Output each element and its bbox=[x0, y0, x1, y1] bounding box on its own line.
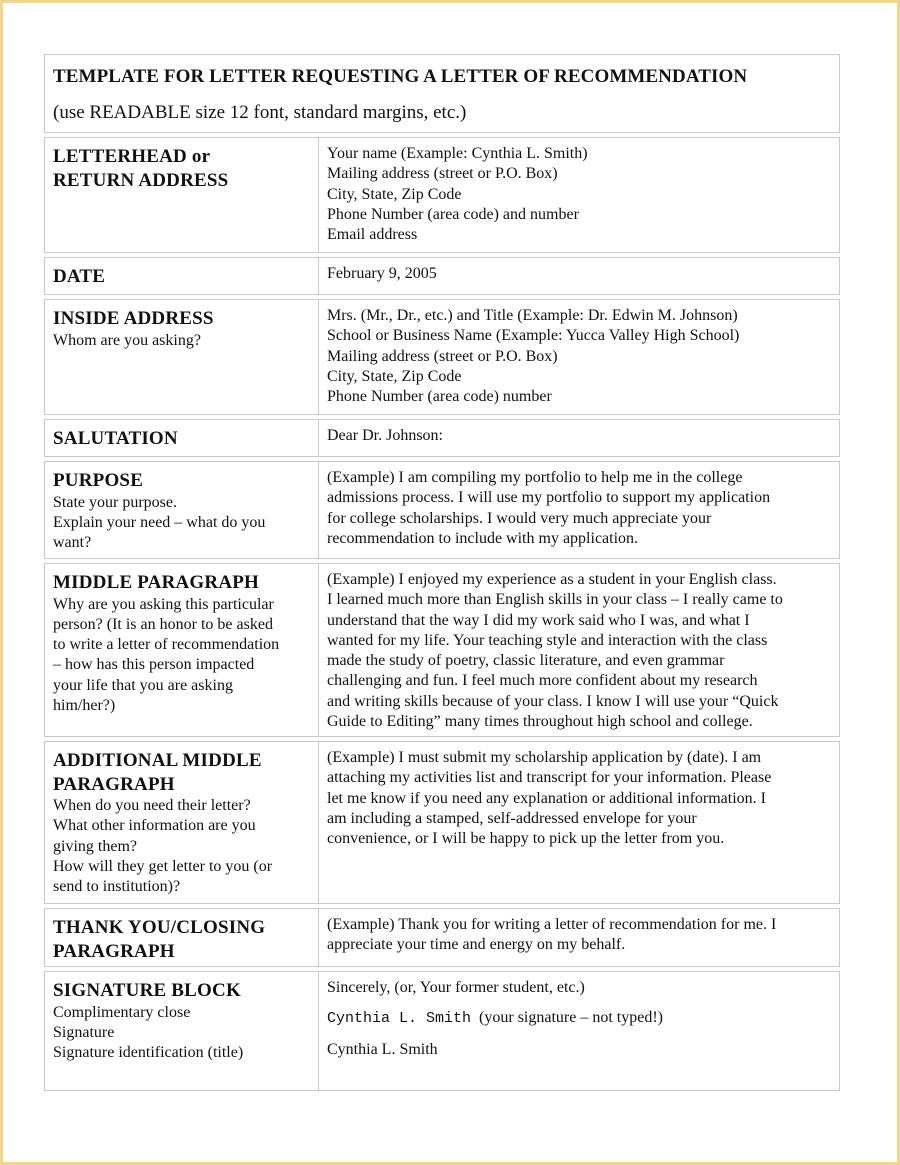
section-label-cell bbox=[45, 258, 319, 294]
section-content-line: City, State, Zip Code bbox=[327, 185, 462, 203]
section-content-line: February 9, 2005 bbox=[327, 265, 437, 282]
row-date bbox=[44, 257, 840, 295]
section-content-cell bbox=[319, 909, 839, 966]
section-content-line: and writing skills because of your class. I know I will use your “Quick bbox=[327, 692, 779, 710]
section-content-line: challenging and fun. I feel much more confident about my research bbox=[327, 672, 758, 690]
section-content-line: Guide to Editing” many times throughout high school and college. bbox=[327, 713, 753, 731]
section-description: Whom are you asking? bbox=[53, 331, 201, 349]
section-label-cell bbox=[45, 564, 319, 736]
document-title: TEMPLATE FOR LETTER REQUESTING A LETTER OF RECOMMENDATION bbox=[53, 66, 748, 87]
section-content-line: attaching my activities list and transcript for your information. Please bbox=[327, 769, 772, 787]
section-content-line: Phone Number (area code) and number bbox=[327, 205, 579, 223]
section-label-cell bbox=[45, 909, 319, 966]
section-label-cell bbox=[45, 462, 319, 558]
section-heading: PARAGRAPH bbox=[53, 773, 175, 795]
section-description: him/her?) bbox=[53, 696, 116, 714]
typed-name: Cynthia L. Smith bbox=[327, 1040, 438, 1058]
section-content-cell bbox=[319, 300, 839, 414]
section-content-cell bbox=[319, 742, 839, 903]
letter-template-document bbox=[44, 54, 840, 1095]
section-content-cell bbox=[319, 258, 839, 294]
section-content-cell bbox=[319, 462, 839, 558]
section-heading: ADDITIONAL MIDDLE bbox=[53, 750, 262, 771]
section-content-line: Dear Dr. Johnson: bbox=[327, 427, 443, 444]
row-inside-address bbox=[44, 299, 840, 415]
section-content-line: (Example) I am compiling my portfolio to help me in the college bbox=[327, 469, 743, 486]
section-content-line: Your name (Example: Cynthia L. Smith) bbox=[327, 145, 588, 162]
section-description: How will they get letter to you (or bbox=[53, 857, 273, 875]
section-content-cell bbox=[319, 972, 839, 1090]
section-description: send to institution)? bbox=[53, 878, 181, 896]
signature-note: (your signature – not typed!) bbox=[479, 1009, 663, 1027]
section-description: want? bbox=[53, 534, 92, 552]
section-description: Explain your need – what do you bbox=[53, 513, 266, 531]
section-content-line: Phone Number (area code) number bbox=[327, 388, 552, 406]
section-description: giving them? bbox=[53, 837, 137, 855]
section-content-line: for college scholarships. I would very much appreciate your bbox=[327, 509, 712, 527]
section-content-line: am including a stamped, self-addressed envelope for your bbox=[327, 809, 697, 827]
section-content-cell bbox=[319, 138, 839, 252]
section-heading: PURPOSE bbox=[53, 470, 144, 491]
section-heading: PARAGRAPH bbox=[53, 940, 175, 962]
row-additional-middle bbox=[44, 741, 840, 904]
row-middle-paragraph bbox=[44, 563, 840, 737]
section-content-line: I learned much more than English skills in your class – I really came to bbox=[327, 591, 783, 609]
document-subtitle: (use READABLE size 12 font, standard margins, etc.) bbox=[53, 102, 467, 123]
section-content-line: Mailing address (street or P.O. Box) bbox=[327, 347, 558, 365]
section-description: Why are you asking this particular bbox=[53, 595, 274, 613]
section-content-cell bbox=[319, 564, 839, 736]
section-heading: SIGNATURE BLOCK bbox=[53, 980, 241, 1001]
section-heading: RETURN ADDRESS bbox=[53, 169, 229, 191]
section-content-line: (Example) Thank you for writing a letter of recommendation for me. I bbox=[327, 916, 777, 933]
section-heading: LETTERHEAD or bbox=[53, 146, 211, 167]
section-content-line: appreciate your time and energy on my behalf. bbox=[327, 936, 626, 954]
section-heading: MIDDLE PARAGRAPH bbox=[53, 572, 260, 593]
section-label-cell bbox=[45, 742, 319, 903]
section-content-line: convenience, or I will be happy to pick up the letter from you. bbox=[327, 830, 725, 848]
signature-line bbox=[327, 1008, 831, 1029]
section-content-line: (Example) I enjoyed my experience as a student in your English class. bbox=[327, 571, 777, 588]
section-content-line: School or Business Name (Example: Yucca Valley High School) bbox=[327, 327, 740, 345]
section-content-line: made the study of poetry, classic literature, and even grammar bbox=[327, 652, 725, 670]
section-label-cell bbox=[45, 420, 319, 456]
section-content-cell bbox=[319, 420, 839, 456]
section-content-line: City, State, Zip Code bbox=[327, 367, 462, 385]
handwritten-signature: Cynthia L. Smith bbox=[327, 1010, 472, 1028]
complimentary-close: Sincerely, (or, Your former student, etc.) bbox=[327, 979, 585, 996]
section-description: Signature bbox=[53, 1023, 115, 1041]
row-closing bbox=[44, 908, 840, 967]
section-description: your life that you are asking bbox=[53, 676, 233, 694]
section-content-line: (Example) I must submit my scholarship application by (date). I am bbox=[327, 749, 762, 766]
section-label-cell bbox=[45, 138, 319, 252]
section-description: Complimentary close bbox=[53, 1003, 191, 1021]
section-label-cell bbox=[45, 972, 319, 1090]
section-description: – how has this person impacted bbox=[53, 656, 255, 674]
section-description: When do you need their letter? bbox=[53, 797, 251, 814]
row-purpose bbox=[44, 461, 840, 559]
section-heading: INSIDE ADDRESS bbox=[53, 308, 214, 329]
section-description: What other information are you bbox=[53, 817, 256, 835]
section-content-line: understand that the way I did my work said who I was, and what I bbox=[327, 611, 750, 629]
section-heading: SALUTATION bbox=[53, 428, 178, 449]
section-heading: THANK YOU/CLOSING bbox=[53, 917, 266, 938]
section-description: State your purpose. bbox=[53, 493, 177, 511]
row-letterhead bbox=[44, 137, 840, 253]
section-label-cell bbox=[45, 300, 319, 414]
section-content-line: let me know if you need any explanation or additional information. I bbox=[327, 789, 766, 807]
section-content-line: Mrs. (Mr., Dr., etc.) and Title (Example: Dr. Edwin M. Johnson) bbox=[327, 307, 738, 324]
section-description: person? (It is an honor to be asked bbox=[53, 615, 273, 633]
section-description: to write a letter of recommendation bbox=[53, 636, 280, 654]
title-block bbox=[44, 54, 840, 133]
section-content-line: Mailing address (street or P.O. Box) bbox=[327, 165, 558, 183]
row-salutation bbox=[44, 419, 840, 457]
section-content-line: recommendation to include with my application. bbox=[327, 529, 639, 547]
section-content-line: Email address bbox=[327, 226, 418, 244]
section-description: Signature identification (title) bbox=[53, 1044, 244, 1062]
section-content-line: wanted for my life. Your teaching style and interaction with the class bbox=[327, 631, 768, 649]
row-signature bbox=[44, 971, 840, 1091]
section-content-line: admissions process. I will use my portfolio to support my application bbox=[327, 489, 771, 507]
section-heading: DATE bbox=[53, 266, 106, 287]
